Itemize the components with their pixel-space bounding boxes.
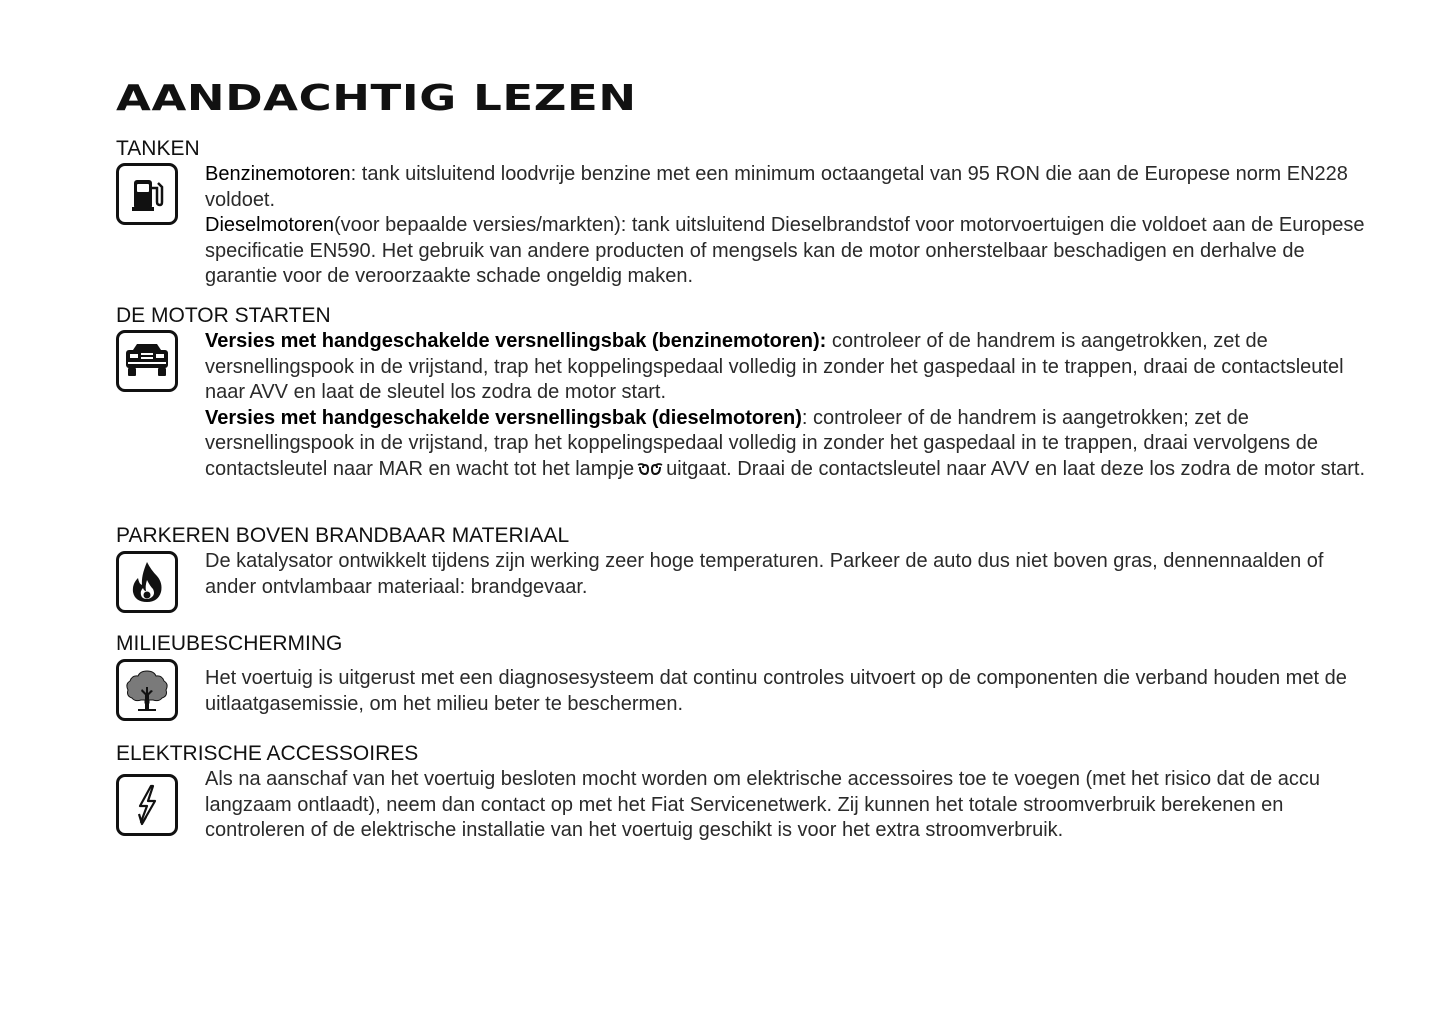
text-diesel-start-a: : controleer of de handrem is aangetrokken; zet de versnellingspook in de vrijstand, trap het koppelingspedaal volledig in zonder het gaspedaal in te trappen, draai vervolgens de contactsleutel naar MAR en wacht tot het lampje xyxy=(205,406,1318,480)
car-front-icon xyxy=(116,330,178,392)
text-benzine: : tank uitsluitend loodvrije benzine met een minimum octaangetal van 95 RON die aan de Europese norm EN228 voldoet. xyxy=(205,163,1348,211)
paragraph-benzine xyxy=(205,162,1366,213)
flame-icon xyxy=(116,551,178,613)
label-benzine-start: Versies met handgeschakelde versnellingsbak (benzinemotoren): xyxy=(205,330,827,352)
section-heading: DE MOTOR STARTEN xyxy=(116,304,331,327)
text-diesel-start-b: uitgaat. Draai de contactsleutel naar AVV en laat deze los zodra de motor start. xyxy=(666,457,1366,480)
text-benzine-start: controleer of de handrem is aangetrokken, zet de versnellingspook in de vrijstand, trap het koppelingspedaal volledig in zonder het gaspedaal in te trappen, draai de contactsleutel naar AVV en laat de sleutel los zodra de motor start. xyxy=(205,330,1344,404)
label-benzine: Benzinemotoren xyxy=(205,163,351,185)
section-tanken xyxy=(116,136,1366,290)
paragraph-elektrisch: Als na aanschaf van het voertuig besloten mocht worden om elektrische accessoires toe te voegen (met het risico dat de accu langzaam ontlaadt), neem dan contact op met het Fiat Servicenetwerk. Zij kunnen het totale stroomverbruik berekenen en controleren of de elektrische installatie van het voertuig geschikt is voor het extra stroomverbruik. xyxy=(205,768,1321,842)
section-elektrisch xyxy=(116,741,1366,844)
glow-plug-icon xyxy=(637,458,663,484)
label-diesel: Dieselmotoren xyxy=(205,214,334,237)
label-diesel-start: Versies met handgeschakelde versnellingsbak (dieselmotoren) xyxy=(205,406,802,429)
section-motor-starten xyxy=(116,303,1366,484)
section-heading: ELEKTRISCHE ACCESSOIRES xyxy=(116,742,419,765)
lightning-bolt-icon xyxy=(116,774,178,836)
page-title: AANDACHTIG LEZEN xyxy=(116,78,637,119)
paragraph-benzine-start xyxy=(205,329,1366,406)
paragraph-milieu: Het voertuig is uitgerust met een diagnosesysteem dat continu controles uitvoert op de componenten die verband houden met de uitlaatgasemissie, om het milieu beter te beschermen. xyxy=(205,667,1347,715)
text-diesel: (voor bepaalde versies/markten): tank uitsluitend Dieselbrandstof voor motorvoertuigen die voldoet aan de Europese specificatie EN590. Het gebruik van andere producten of mengsels kan de motor onherstelbaar beschadigen en derhalve de garantie voor de veroorzaakte schade ongeldig maken. xyxy=(205,214,1365,288)
paragraph-diesel xyxy=(205,213,1366,290)
section-heading: TANKEN xyxy=(116,137,200,160)
section-heading: PARKEREN BOVEN BRANDBAAR MATERIAAL xyxy=(116,524,570,547)
fuel-pump-icon xyxy=(116,163,178,225)
tree-icon xyxy=(116,659,178,721)
section-parkeren xyxy=(116,523,1366,600)
paragraph-parkeren: De katalysator ontwikkelt tijdens zijn werking zeer hoge temperaturen. Parkeer de auto dus niet boven gras, dennennaalden of ander ontvlambaar materiaal: brandgevaar. xyxy=(205,550,1324,598)
paragraph-diesel-start xyxy=(205,406,1366,484)
section-heading: MILIEUBESCHERMING xyxy=(116,632,343,655)
section-milieu xyxy=(116,631,1366,717)
